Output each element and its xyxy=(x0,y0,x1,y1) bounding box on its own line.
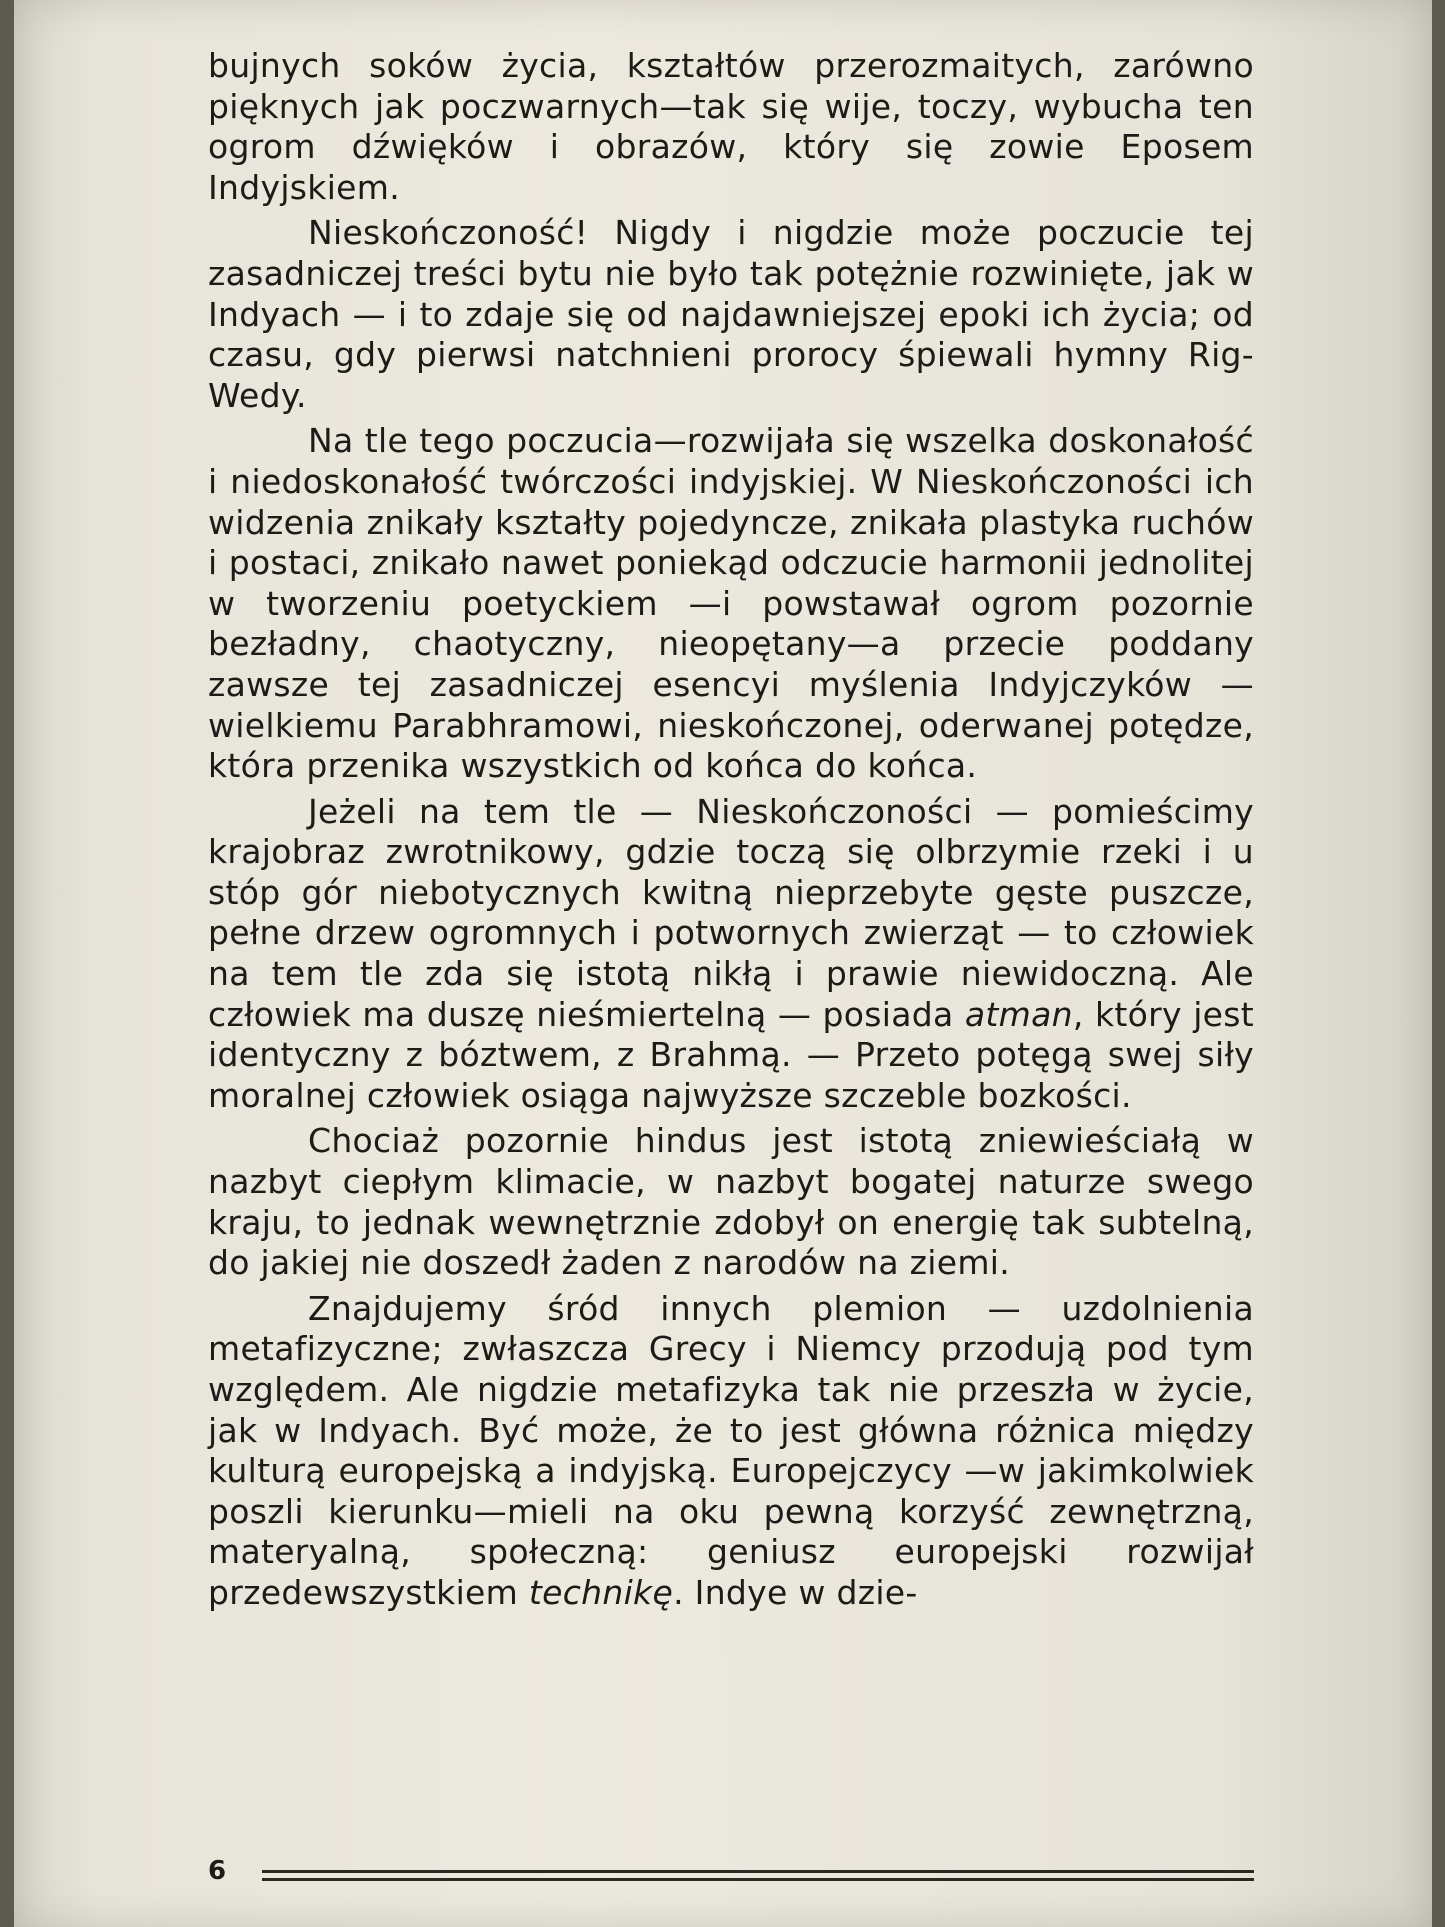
page-footer xyxy=(208,1856,1254,1896)
footer-rule-top xyxy=(262,1870,1254,1873)
paragraph xyxy=(208,792,1254,1117)
paragraph xyxy=(208,213,1254,416)
paragraph-text: Nieskończoność! Nigdy i nigdzie może poczucie tej zasadniczej treści bytu nie było tak potężnie rozwinięte, jak w Indyach — i to zdaje się od najdawniejszej epoki ich życia; od czasu, gdy pierwsi natchnieni prorocy śpiewali hymny Rig-Wedy. xyxy=(208,213,1254,415)
paragraph-text: Na tle tego poczucia—rozwijała się wszelka doskonałość i niedoskonałość twórczości indyjskiej. W Nieskończoności ich widzenia znikały kształty pojedyncze, znikała plastyka ruchów i postaci, znikało nawet poniekąd odczucie harmonii jednolitej w tworzeniu poetyckiem —i powstawał ogrom pozornie bezładny, chaotyczny, nieopętany—a przecie poddany zawsze tej zasadniczej esencyi myślenia Indyjczyków — wielkiemu Parabhramowi, nieskończonej, oderwanej potędze, która przenika wszystkich od końca do końca. xyxy=(208,421,1254,786)
paragraph-text: Znajdujemy śród innych plemion — uzdolnienia metafizyczne; zwłaszcza Grecy i Niemcy przodują pod tym względem. Ale nigdzie metafizyka tak nie przeszła w życie, jak w Indyach. Być może, że to jest główna różnica między kulturą europejską a indyjską. Europejczycy —w jakimkolwiek poszli kierunku—mieli na oku pewną korzyść zewnętrzną, materyalną, społeczną: geniusz europejski rozwijał przedewszystkiem xyxy=(208,1288,1254,1612)
paragraph xyxy=(208,1289,1254,1614)
paragraph-text: , który jest identyczny z bóztwem, z Brahmą. — Przeto potęgą swej siły moralnej człowiek osiąga najwyższe szczeble bozkości. xyxy=(208,994,1254,1115)
italic-term: atman xyxy=(964,994,1073,1034)
footer-rule-bottom xyxy=(262,1878,1254,1881)
paragraph-text: bujnych soków życia, kształtów przerozmaitych, zarówno pięknych jak poczwarnych—tak się wije, toczy, wybucha ten ogrom dźwięków i obrazów, który się zowie Eposem Indyjskiem. xyxy=(208,46,1254,207)
paragraph xyxy=(208,1121,1254,1283)
paragraph-text: Chociaż pozornie hindus jest istotą zniewieściałą w nazbyt ciepłym klimacie, w nazbyt bogatej naturze swego kraju, to jednak wewnętrznie zdobył on energię tak subtelną, do jakiej nie doszedł żaden z narodów na ziemi. xyxy=(208,1121,1254,1283)
paragraph-text: Jeżeli na tem tle — Nieskończoności — pomieścimy krajobraz zwrotnikowy, gdzie toczą się olbrzymie rzeki i u stóp gór niebotycznych kwitną nieprzebyte gęste puszcze, pełne drzew ogromnych i potwornych zwierząt — to człowiek na tem tle zda się istotą nikłą i prawie niewidoczną. Ale człowiek ma duszę nieśmiertelną — posiada xyxy=(208,791,1254,1034)
page-number: 6 xyxy=(208,1856,227,1886)
paragraph-text: . Indye w dzie- xyxy=(673,1572,918,1612)
paragraph xyxy=(208,421,1254,786)
italic-term: technikę xyxy=(528,1572,674,1612)
paragraph xyxy=(208,46,1254,208)
body-text xyxy=(208,46,1254,1619)
book-page xyxy=(14,0,1432,1927)
